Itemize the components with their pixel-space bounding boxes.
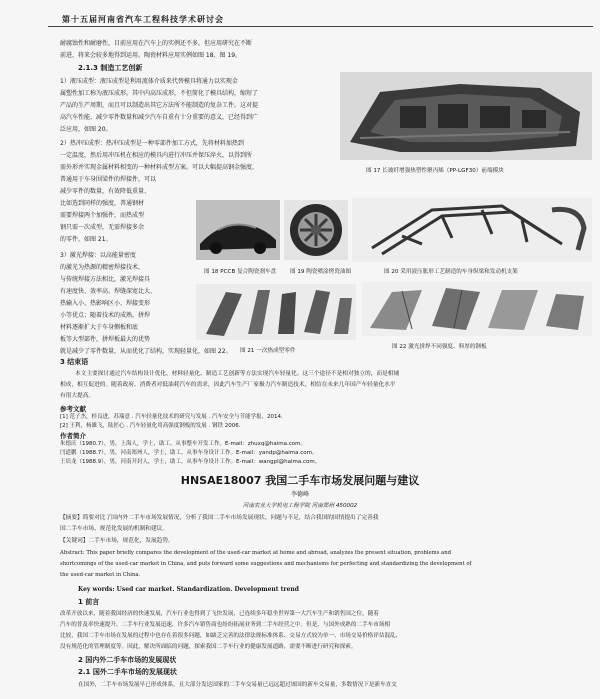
- paragraph-line: 3）激光焊接：以高能量密度: [60, 252, 136, 259]
- author-bio-item: 闫道鹏（1988.7），男，河南郑州人，学士，助工。从事车身设计工作。E-mail：yandp@haima.com。: [60, 450, 318, 456]
- keywords-en: Key words: Used car market. Standardization. Development trend: [78, 586, 299, 593]
- intro-line: 前进，将来会较多地得到运用。陶瓷材料应用实例如图 18、图 19。: [60, 52, 242, 59]
- figure-17-image: [340, 72, 592, 160]
- abstract-cn-line: 国二手车市场、规范化发展的机制和建议。: [60, 526, 169, 532]
- intro2-line: 汽车的普及率快速提升，二手车行业发展迅速，许多汽车销售商也纷纷拓展业务到二手车经营之中。但是，与国外成熟的二手车市场相: [60, 622, 391, 628]
- figure-21-caption: 图 21 一次热成型零件: [240, 348, 296, 354]
- paragraph-line: 2）热冲压成型：热冲压成型是一种零部件加工方式，先将材料加热到: [60, 140, 244, 147]
- figure-21-image: [196, 284, 356, 340]
- paragraph-line: 的零件，如图 21。: [60, 236, 112, 243]
- section-21-line: 在国外，二手车市场发展早已形成体系，且大部分发达国家的二手车交易量已远远超过该国的新车交易量，多数情况下是新车直交: [78, 682, 397, 688]
- section-heading-213: 2.1.3 制造工艺创新: [78, 64, 143, 72]
- paragraph-line: 有速度快、效率高、焊缝深宽比大、: [60, 288, 157, 295]
- paragraph-line: 需外形并实现金属材料相变的一种材料成型方案。可以大幅提高钢金强度、: [60, 164, 259, 171]
- author-bio-item: 王培龙（1988.9），男，河南开封人，学士，助工，从事车身设计工作。E-mail：wangpl@haima.com。: [60, 459, 321, 465]
- figure-22-image: [362, 282, 592, 336]
- abstract-cn-line: 【摘要】简要对比了国内外二手车市场发展情况，分析了我国二手车市场发展现状、问题与不足，结合我国的国情提出了完善我: [60, 515, 379, 521]
- section-heading-2: 2 国内外二手车市场的发展现状: [78, 656, 177, 664]
- paragraph-line: 高汽车性能、减少零件数量和减少汽车自重有十分重要的意义，已经得到广: [60, 114, 259, 121]
- references-heading: 参考文献: [60, 405, 86, 413]
- paragraph-line: 属塑性加工称为液压成形。其中内高压成形，不但简化了模具结构，缩短了: [60, 90, 259, 97]
- figure-17-caption: 图 17 长玻纤增强热塑性聚丙烯（PP-LGF30）前端模块: [366, 168, 504, 174]
- paragraph-line: 比如选到同样的强度，普通钢材: [60, 200, 145, 207]
- paragraph-line: 普通用于车身围梁件的焊接件，可以: [60, 176, 157, 183]
- figure-20-image: [352, 198, 592, 262]
- intro2-line: 改革开放以来，随着我国经济的快速发展，汽车行业也得到了飞快发展，已连续多年稳坐世界第一大汽车生产和销售国之位。随着: [60, 611, 379, 617]
- conclusion-line: 相成，相互促进的。随着政府、消费者对低油耗汽车的需求，因此汽车生产厂家极力汽车制造技术，相信在未来几年国产车轻量化水平: [60, 382, 396, 388]
- reference-item: [1] 范子杰，桂良进，苏瑞意 . 汽车轻量化技术的研究与发展 . 汽车安全与节能学报，2014.: [60, 414, 283, 420]
- section-heading-3: 3 结束语: [60, 358, 89, 366]
- paragraph-line: 小等优点；随着技术的成熟，拼焊: [60, 312, 151, 319]
- intro2-line: 没有规范化的管理制度等。因此，解决所面临的问题，探索我国二手车行业的健康发展道路，需要不断进行研究和探索。: [60, 644, 357, 650]
- paragraph-line: 泛应用，如图 20。: [60, 126, 112, 133]
- conclusion-line: 本文主要探讨通过汽车结构设计优化、材料轻量化、制造工艺创新等方法实现汽车轻量化。这三个途径不是相对独立的，而是相辅: [75, 371, 400, 377]
- paragraph-line: 与传统焊接方法相比，激光焊接具: [60, 276, 151, 283]
- article-affiliation: 河南农业大学机电工程学院 河南郑州 450002: [242, 503, 358, 509]
- keywords-cn: 【关键词】二手车市场，规范化，发展趋势。: [60, 538, 174, 544]
- figure-19-caption: 图 19 陶瓷喷涂烤瓷油图: [290, 269, 352, 275]
- abstract-en-line: the used-car market in China.: [60, 572, 141, 578]
- abstract-en-line: Abstract: This paper briefly compares the development of the used-car market at home and abroad, analyzes the present situation, problems and: [60, 550, 452, 556]
- reference-item: [2] 王利，杨雄飞，陆匠心 . 汽车轻量化用高强度钢板的发展 . 钢铁 2006.: [60, 423, 241, 429]
- article-author: 李德峰: [290, 491, 309, 498]
- paragraph-line: 一定温度，然后用冲压机在相应的模具内进行冲压并保压淬火，以得到所: [60, 152, 253, 159]
- paragraph-line: 热输入小、热影响区小、焊接变形: [60, 300, 151, 307]
- author-bio-heading: 作者简介: [60, 432, 86, 440]
- intro2-line: 比较，我国二手车市场在发展的过程中也存在着很多问题，如缺乏完善的法律法规标准体系、交易方式较为单一、市场交易价格评估混乱、: [60, 633, 402, 639]
- intro-line: 耐腐蚀性和耐磨性，目前应用在汽车上的实例还不多，但应用研究在不断: [60, 40, 253, 47]
- section-heading-1: 1 前言: [78, 598, 100, 606]
- paragraph-line: 1）液压成型：液压成型是利用流体介质来代替模具将通力以实现金: [60, 78, 238, 85]
- section-heading-21: 2.1 国外二手车市场的发展现状: [78, 668, 177, 676]
- paragraph-line: 减少零件的数量，有效降低重量、: [60, 188, 151, 195]
- paragraph-line: 的激光为热源的精密焊接技术，: [60, 264, 145, 271]
- figure-19-image: [284, 200, 348, 260]
- paragraph-line: 板等大型部件，拼焊板最大的优势: [60, 336, 151, 343]
- running-header: 第十五届河南省汽车工程科技学术研讨会: [62, 15, 224, 24]
- author-bio-item: 朱德庆（1980.7），男，上海人，学士，助工。从事整车开发工作。E-mail：zhuxq@haima.com。: [60, 441, 306, 447]
- figure-20-caption: 图 20 采用液压胀形工艺制造的车身纵梁和发动机支架: [384, 269, 518, 275]
- paragraph-line: 需要焊接两个加强件，而热成型: [60, 212, 145, 219]
- figure-18-image: [196, 200, 280, 260]
- paragraph-line: 就是减少了零件数量，从而优化了结构，实现轻量化，如图 22。: [60, 348, 232, 355]
- figure-18-caption: 图 18 PCCB 复合陶瓷刹车盘: [204, 269, 277, 275]
- paragraph-line: 钢只需一次成型，无需焊接多余: [60, 224, 145, 231]
- conclusion-line: 有很大提高。: [60, 393, 95, 399]
- paragraph-line: 材料逐渐扩大于车身侧板和底: [60, 324, 139, 331]
- paragraph-line: 产品的生产周期，而且可以制造出其它方法所不能制造的复杂工件。这对提: [60, 102, 259, 109]
- article-title: HNSAE18007 我国二手车市场发展问题与建议: [180, 474, 420, 487]
- header-rule: [48, 26, 593, 27]
- abstract-en-line: shortcomings of the used-car market in China, and puts forward some suggestions and mechanisms for perfecting and standardizing the development of: [60, 561, 472, 567]
- figure-22-caption: 图 22 激光拼焊不同强度、料厚的钢板: [392, 344, 487, 350]
